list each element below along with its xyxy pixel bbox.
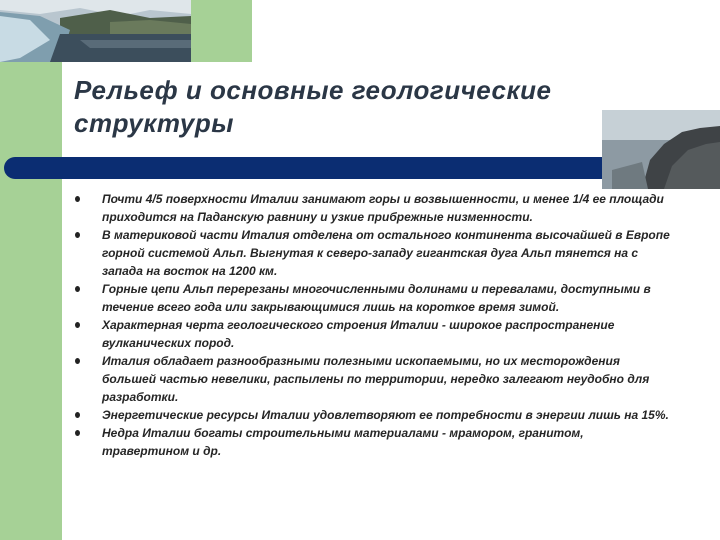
bullet-text: Италия обладает разнообразными полезными ископаемыми, но их месторождения большей частью невелики, распылены по территории, нередко залегают неудобно для разработки. [102,354,650,404]
bullet-dot-icon [75,196,80,202]
bullet-dot-icon [75,430,80,436]
bullet-item [74,280,674,316]
bullet-text: Недра Италии богаты строительными материалами - мрамором, гранитом, травертином и др. [102,426,584,458]
bullet-item [74,316,674,352]
glacier-photo [0,0,191,62]
bullet-item [74,190,674,226]
bullet-text: В материковой части Италия отделена от остального континента высочайшей в Европе горной системой Альп. Выгнутая к северо-западу гигантская дуга Альп тянется на с запада на восток на 1200 км. [102,228,670,278]
title-divider-bar [4,157,602,179]
bullet-list [74,190,674,460]
bullet-dot-icon [75,322,80,328]
bullet-text: Характерная черта геологического строения Италии - широкое распространение вулканических пород. [102,318,615,350]
slide-title: Рельеф и основные геологические структуры [74,75,552,138]
bullet-dot-icon [75,412,80,418]
bullet-item [74,424,674,460]
bullet-text: Почти 4/5 поверхности Италии занимают горы и возвышенности, и менее 1/4 ее площади приходится на Паданскую равнину и узкие прибрежные низменности. [102,192,664,224]
bullet-dot-icon [75,358,80,364]
decor-green-left-bar [0,62,62,540]
bullet-text: Горные цепи Альп перерезаны многочисленными долинами и перевалами, доступными в течение всего года или закрывающимися лишь на короткое время зимой. [102,282,651,314]
bullet-dot-icon [75,232,80,238]
bullet-item [74,406,674,424]
bullet-item [74,352,674,406]
bullet-item [74,226,674,280]
bullet-text: Энергетические ресурсы Италии удовлетворяют ее потребности в энергии лишь на 15%. [102,408,669,422]
bullet-dot-icon [75,286,80,292]
